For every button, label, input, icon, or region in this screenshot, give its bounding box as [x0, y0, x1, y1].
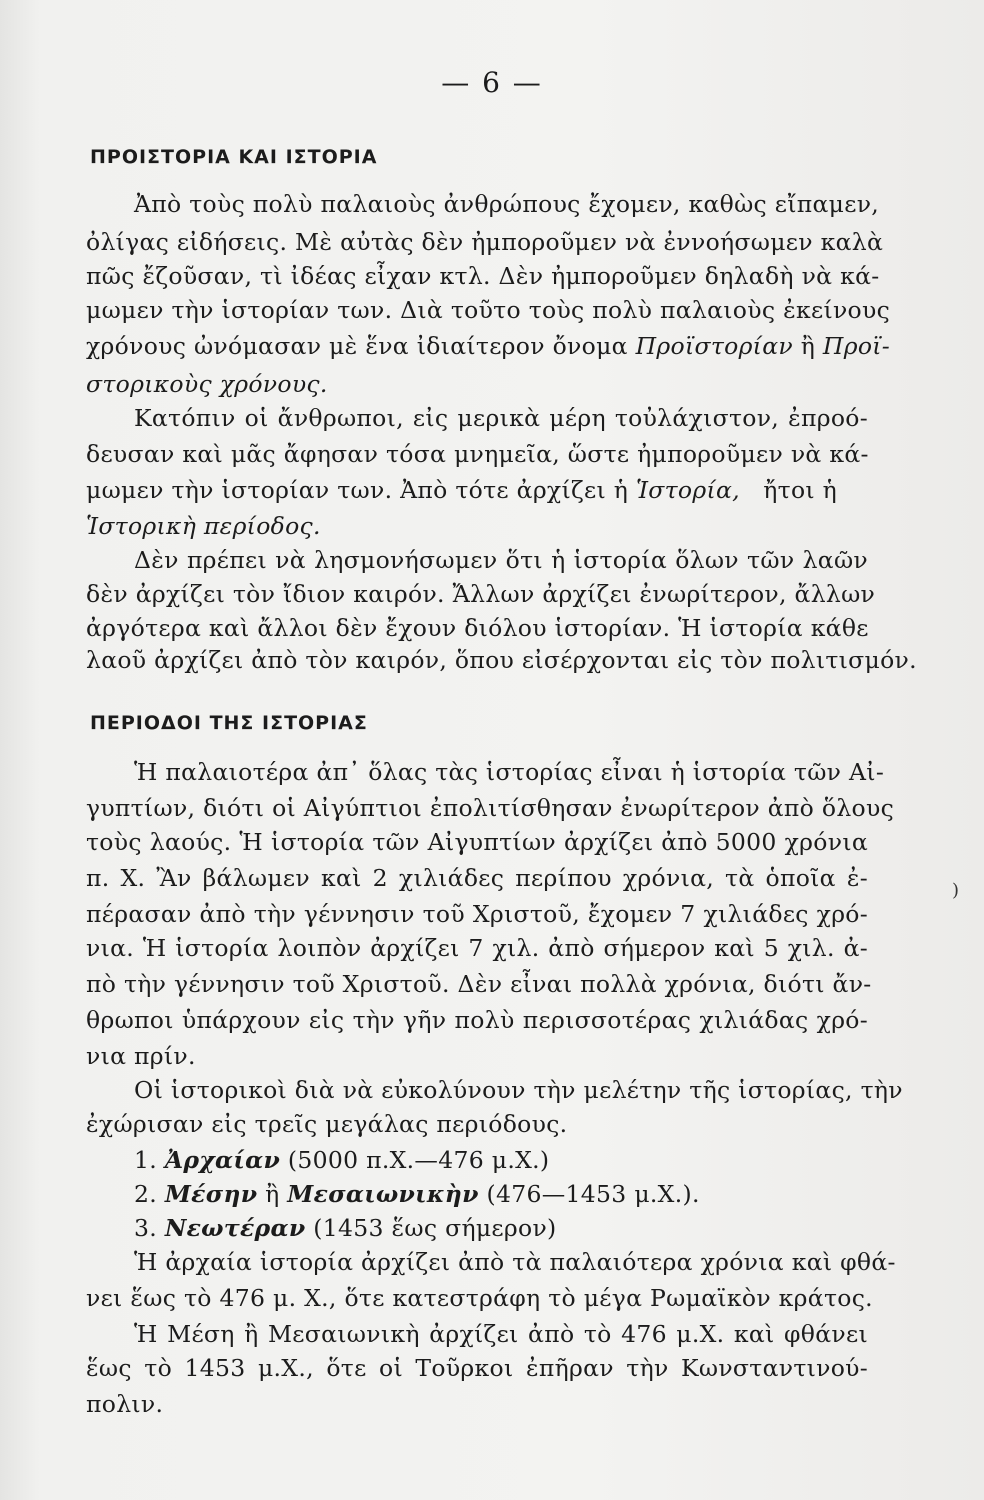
text-line: ἀργότερα καὶ ἄλλοι δὲν ἔχουν διόλου ἱστορίαν. Ἡ ἱστορία κάθε: [86, 614, 869, 642]
period-range: (5000 π.Χ.—476 μ.Χ.): [287, 1146, 550, 1174]
period-or: ἢ: [265, 1180, 280, 1208]
italic-term: Προϊ-: [822, 332, 891, 360]
period-name: Ἀρχαίαν: [164, 1146, 281, 1174]
period-item: [134, 1214, 916, 1242]
text-line: πὸ τὴν γέννησιν τοῦ Χριστοῦ. Δὲν εἶναι πολλὰ χρόνια, διότι ἄν-: [86, 970, 872, 998]
text-line: [86, 476, 868, 504]
text-line: πῶς ἔζοῦσαν, τὶ ἰδέας εἶχαν κτλ. Δὲν ἠμποροῦμεν δηλαδὴ νὰ κά-: [86, 262, 880, 290]
text-line: στορικοὺς χρόνους.: [86, 370, 328, 398]
text-line: Ἡ Μέση ἢ Μεσαιωνικὴ ἀρχίζει ἀπὸ τὸ 476 μ.Χ. καὶ φθάνει: [134, 1320, 868, 1348]
text-line: Ἡ παλαιοτέρα ἀπ᾽ ὅλας τὰς ἱστορίας εἶναι ἡ ἱστορία τῶν Αἰ-: [134, 758, 885, 786]
text-line: μωμεν τὴν ἱστορίαν των. Διὰ τοῦτο τοὺς πολὺ παλαιοὺς ἐκείνους: [86, 296, 891, 324]
period-number: 3.: [134, 1214, 158, 1242]
period-name: Νεωτέραν: [164, 1214, 306, 1242]
margin-mark: ): [952, 880, 960, 901]
period-name-alt: Μεσαιωνικὴν: [287, 1180, 479, 1208]
text-line: Κατόπιν οἱ ἄνθρωποι, εἰς μερικὰ μέρη τοὐλάχιστον, ἐπροό-: [134, 404, 868, 432]
text-line: τοὺς λαούς. Ἡ ἱστορία τῶν Αἰγυπτίων ἀρχίζει ἀπὸ 5000 χρόνια: [86, 828, 868, 856]
text-line: πέρασαν ἀπὸ τὴν γέννησιν τοῦ Χριστοῦ, ἔχομεν 7 χιλιάδες χρό-: [86, 900, 868, 928]
text-line: Ἱστορικὴ περίοδος.: [86, 512, 321, 540]
section-heading-prehistory: ΠΡΟΙΣΤΟΡΙΑ ΚΑΙ ΙΣΤΟΡΙΑ: [90, 146, 378, 168]
text-segment: χρόνους ὠνόμασαν μὲ ἕνα ἰδιαίτερον ὄνομα: [86, 332, 628, 360]
text-line: Δὲν πρέπει νὰ λησμονήσωμεν ὅτι ἡ ἱστορία ὅλων τῶν λαῶν: [134, 546, 868, 574]
period-number: 1.: [134, 1146, 158, 1174]
period-range: (476—1453 μ.Χ.).: [486, 1180, 700, 1208]
text-line: ἕως τὸ 1453 μ.Χ., ὅτε οἱ Τοῦρκοι ἐπῆραν τὴν Κωνσταντινού-: [86, 1354, 868, 1382]
text-segment: ἢ: [800, 332, 816, 360]
text-line: δευσαν καὶ μᾶς ἄφησαν τόσα μνημεῖα, ὥστε ἠμποροῦμεν νὰ κά-: [86, 440, 869, 468]
period-range: (1453 ἕως σήμερον): [313, 1214, 557, 1242]
text-line: [86, 332, 891, 360]
text-line: πολιν.: [86, 1390, 164, 1418]
text-line: νει ἕως τὸ 476 μ. Χ., ὅτε κατεστράφη τὸ μέγα Ρωμαϊκὸν κράτος.: [86, 1284, 873, 1312]
text-line: δὲν ἀρχίζει τὸν ἴδιον καιρόν. Ἄλλων ἀρχίζει ἐνωρίτερον, ἄλλων: [86, 580, 876, 608]
period-number: 2.: [134, 1180, 158, 1208]
text-segment: ἤτοι ἡ: [763, 476, 838, 504]
italic-term: Ἱστορία,: [635, 476, 740, 504]
text-line: ὀλίγας εἰδήσεις. Μὲ αὐτὰς δὲν ἠμποροῦμεν νὰ ἐννοήσωμεν καλὰ: [86, 228, 884, 256]
text-line: νια. Ἡ ἱστορία λοιπὸν ἀρχίζει 7 χιλ. ἀπὸ σήμερον καὶ 5 χιλ. ἀ-: [86, 934, 868, 962]
text-line: π. Χ. Ἂν βάλωμεν καὶ 2 χιλιάδες περίπου χρόνια, τὰ ὁποῖα ἐ-: [86, 864, 868, 892]
period-item: [134, 1180, 916, 1208]
text-line: Οἱ ἱστορικοὶ διὰ νὰ εὐκολύνουν τὴν μελέτην τῆς ἱστορίας, τὴν: [134, 1076, 903, 1104]
text-line: ἐχώρισαν εἰς τρεῖς μεγάλας περιόδους.: [86, 1110, 568, 1138]
page-number: — 6 —: [441, 66, 543, 99]
text-line: νια πρίν.: [86, 1042, 196, 1070]
period-item: [134, 1146, 916, 1174]
section-heading-periods: ΠΕΡΙΟΔΟΙ ΤΗΣ ΙΣΤΟΡΙΑΣ: [90, 712, 368, 734]
text-line: γυπτίων, διότι οἱ Αἰγύπτιοι ἐπολιτίσθησαν ἐνωρίτερον ἀπὸ ὅλους: [86, 794, 895, 822]
text-line: Ἀπὸ τοὺς πολὺ παλαιοὺς ἀνθρώπους ἔχομεν, καθὼς εἴπαμεν,: [134, 190, 880, 218]
text-line: Ἡ ἀρχαία ἱστορία ἀρχίζει ἀπὸ τὰ παλαιότερα χρόνια καὶ φθά-: [134, 1248, 896, 1276]
text-line: λαοῦ ἀρχίζει ἀπὸ τὸν καιρόν, ὅπου εἰσέρχονται εἰς τὸν πολιτισμόν.: [86, 646, 917, 674]
period-name: Μέσην: [164, 1180, 258, 1208]
italic-term: Προϊστορίαν: [635, 332, 793, 360]
text-line: θρωποι ὑπάρχουν εἰς τὴν γῆν πολὺ περισσοτέρας χιλιάδας χρό-: [86, 1006, 868, 1034]
text-segment: μωμεν τὴν ἱστορίαν των. Ἀπὸ τότε ἀρχίζει ἡ: [86, 476, 629, 504]
